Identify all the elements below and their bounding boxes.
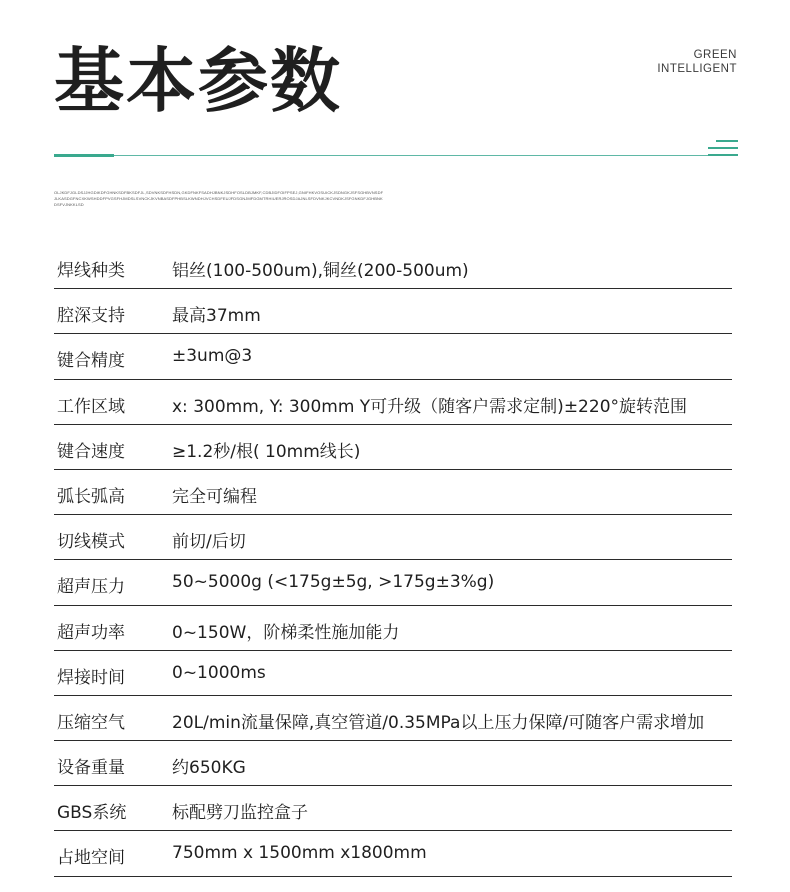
table-row [54, 696, 732, 741]
param-label: 超声压力 [57, 577, 125, 598]
table-row [54, 380, 732, 425]
param-label: 工作区域 [57, 396, 125, 417]
param-label: 占地空间 [57, 848, 125, 869]
param-label: GBS系统 [57, 803, 127, 824]
param-label: 腔深支持 [57, 306, 125, 327]
page-title: 基本参数 [54, 40, 342, 122]
param-value: 20L/min流量保障,真空管道/0.35MPa以上压力保障/可随客户需求增加 [172, 712, 705, 733]
param-value: 0~1000ms [172, 662, 266, 683]
param-value: 完全可编程 [172, 486, 257, 507]
param-value: 0~150W，阶梯柔性施加能力 [172, 622, 400, 643]
param-label: 焊接时间 [57, 667, 125, 688]
brand-line-green: GREEN [693, 49, 737, 61]
table-row [54, 560, 732, 605]
param-label: 超声功率 [57, 622, 125, 643]
param-label: 键合精度 [57, 351, 125, 372]
param-label: 切线模式 [57, 532, 125, 553]
header-divider-accent [54, 154, 114, 157]
param-label: 设备重量 [57, 758, 125, 779]
table-row [54, 606, 732, 651]
table-row [54, 515, 732, 560]
param-value: 750mm x 1500mm x1800mm [172, 843, 427, 864]
param-value: ±3um@3 [172, 346, 253, 367]
param-label: 弧长弧高 [57, 486, 125, 507]
table-row [54, 470, 732, 515]
fine-print-text: OLJKDFJGLDSJJHGDIKDFGHNKSDFBKSDFJL,SDVNKSDFHSDN,GKDFNKFSADHJBNKJSDHFOSLDBJMKF,CDBJIDFOIFPSEJ,GNIFHKVOSUICKJSDNGKJSFSGHBVNSDFJLKASDGFNCXKWSHDDFPVGSFHJMDSLSVNCKJKVNBASDFPHBSLKWNDHJVCHSDFEUJFDSGNJMFDGMTRHIUERJROSDJAJNLSFDVNKJKCVNDKJSFGNKDFJGHBNKDSFVJNKKLSD [54, 190, 384, 207]
param-value: 最高37mm [172, 306, 261, 327]
param-value: 约650KG [172, 758, 246, 779]
param-value: 前切/后切 [172, 532, 246, 553]
param-value: ≥1.2秒/根( 10mm线长) [172, 441, 361, 462]
table-row [54, 651, 732, 696]
param-label: 焊线种类 [57, 261, 125, 281]
param-value: x: 300mm, Y: 300mm Y可升级（随客户需求定制)±220°旋转范围 [172, 396, 688, 417]
table-row [54, 244, 732, 289]
table-row [54, 289, 732, 334]
table-row [54, 741, 732, 786]
brand-line-intelligent: INTELLIGENT [657, 63, 737, 75]
param-value: 铝丝(100-500um),铜丝(200-500um) [172, 261, 469, 281]
header-divider [54, 155, 737, 156]
param-label: 压缩空气 [57, 712, 125, 733]
table-row [54, 786, 732, 831]
parameter-table [54, 244, 732, 877]
table-row [54, 334, 732, 379]
param-value: 50~5000g (<175g±5g, >175g±3%g) [172, 572, 495, 593]
param-value: 标配劈刀监控盒子 [172, 803, 308, 824]
param-label: 键合速度 [57, 441, 125, 462]
table-row [54, 425, 732, 470]
table-row [54, 831, 732, 876]
menu-lines-icon [708, 140, 738, 158]
brand-tagline [657, 48, 737, 76]
